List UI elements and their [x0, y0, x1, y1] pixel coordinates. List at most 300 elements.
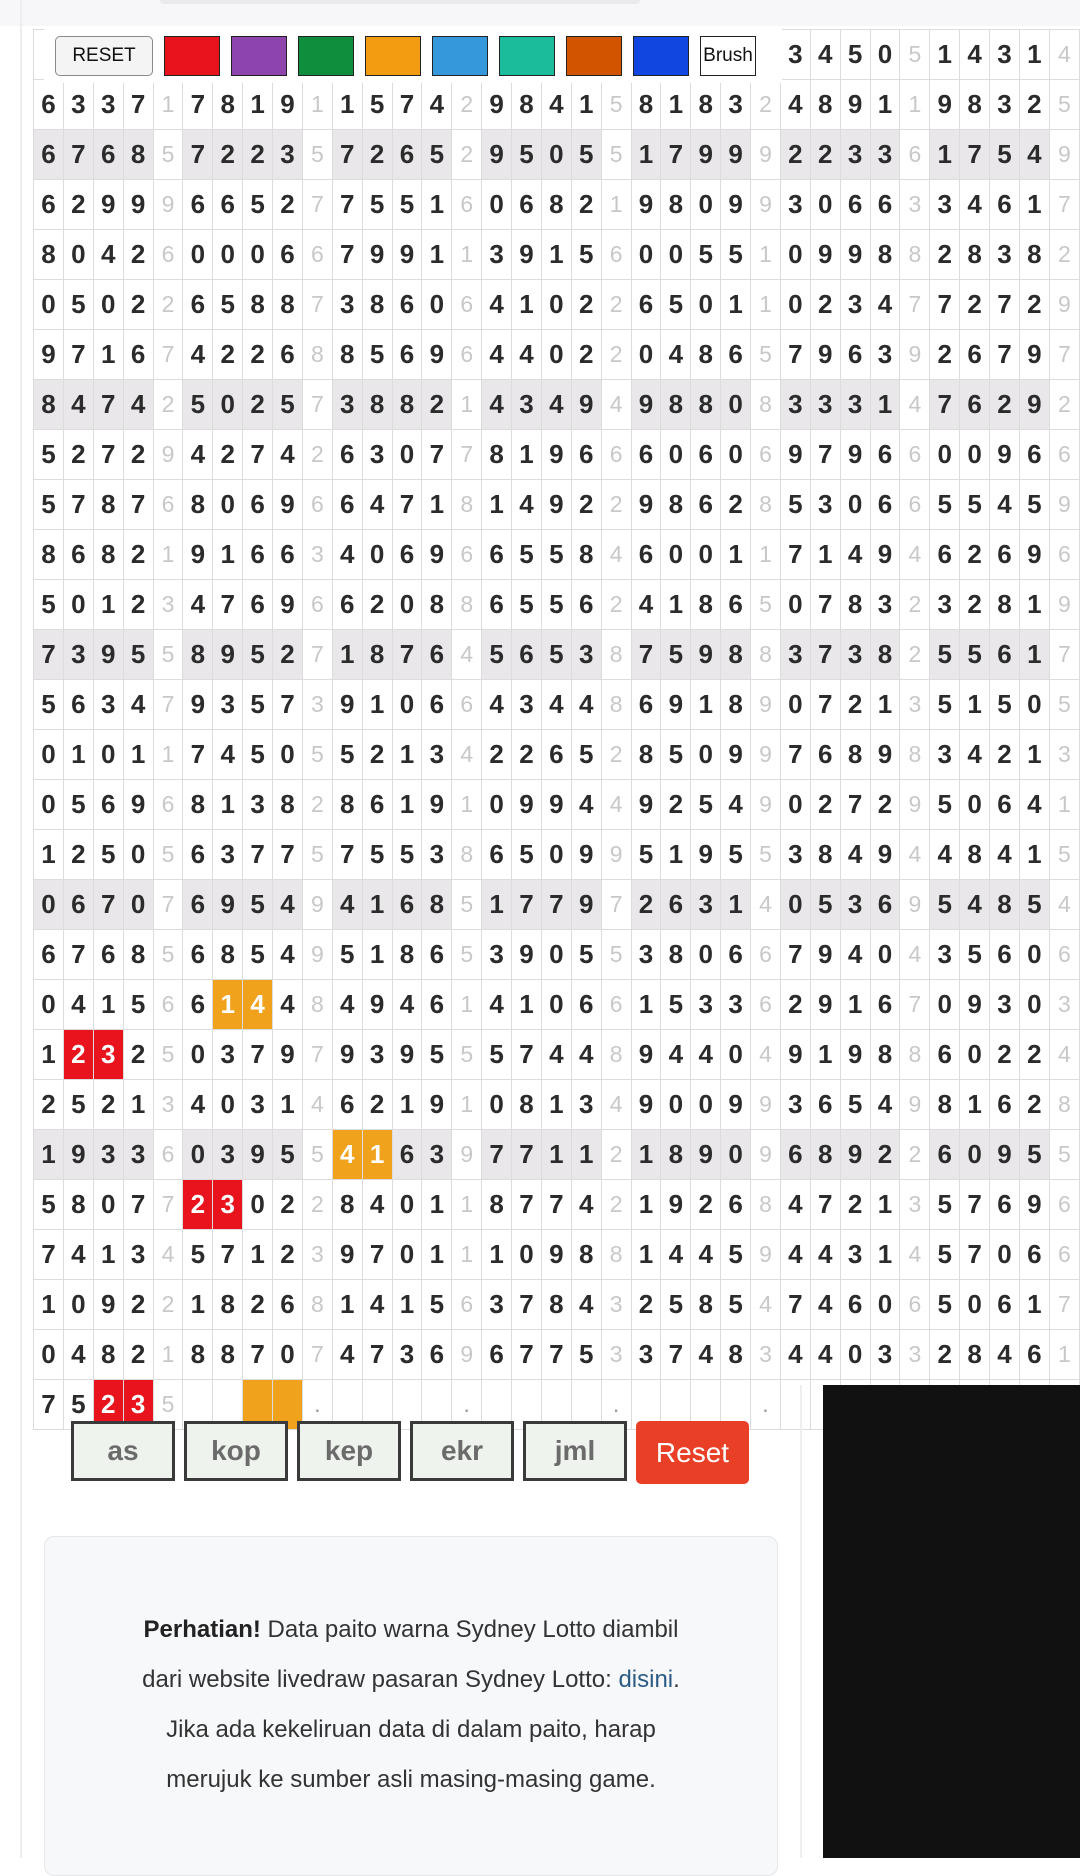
paito-cell[interactable]: 5	[930, 480, 960, 530]
paito-cell[interactable]: 3	[153, 1080, 183, 1130]
paito-cell[interactable]: 4	[332, 980, 362, 1030]
paito-cell[interactable]: 4	[571, 680, 601, 730]
paito-cell[interactable]: 2	[870, 780, 900, 830]
paito-cell[interactable]: 6	[153, 980, 183, 1030]
paito-cell[interactable]: 2	[601, 1180, 631, 1230]
paito-cell[interactable]: 9	[273, 580, 303, 630]
paito-cell[interactable]: 8	[362, 380, 392, 430]
paito-cell[interactable]: 5	[34, 1180, 64, 1230]
paito-cell[interactable]: 2	[243, 1280, 273, 1330]
filter-reset-button[interactable]: Reset	[636, 1421, 749, 1484]
paito-cell[interactable]: 2	[302, 780, 332, 830]
paito-cell[interactable]: 7	[302, 280, 332, 330]
paito-cell[interactable]: 0	[392, 1230, 422, 1280]
paito-cell[interactable]: 6	[243, 480, 273, 530]
paito-cell[interactable]: 6	[990, 1080, 1020, 1130]
paito-cell[interactable]: 0	[691, 930, 721, 980]
paito-cell[interactable]: 8	[870, 630, 900, 680]
paito-cell[interactable]: 3	[392, 1330, 422, 1380]
paito-cell[interactable]: 7	[63, 130, 93, 180]
paito-cell[interactable]: 2	[273, 1180, 303, 1230]
paito-cell[interactable]: 0	[183, 1030, 213, 1080]
paito-cell[interactable]: 5	[422, 1030, 452, 1080]
paito-cell[interactable]: 6	[691, 430, 721, 480]
paito-cell[interactable]: 1	[571, 80, 601, 130]
paito-cell[interactable]: 3	[930, 930, 960, 980]
paito-cell[interactable]: 5	[153, 930, 183, 980]
paito-cell[interactable]: .	[302, 1380, 332, 1430]
paito-cell[interactable]: 1	[452, 230, 482, 280]
paito-cell[interactable]: 6	[482, 830, 512, 880]
brush-button[interactable]: Brush	[700, 36, 756, 76]
paito-cell[interactable]: 3	[900, 1330, 930, 1380]
paito-cell[interactable]: 3	[123, 1380, 153, 1430]
paito-cell[interactable]: 7	[183, 80, 213, 130]
paito-cell[interactable]: 0	[392, 1180, 422, 1230]
paito-cell[interactable]: 7	[183, 130, 213, 180]
paito-cell[interactable]: 6	[153, 780, 183, 830]
paito-cell[interactable]: 3	[63, 80, 93, 130]
paito-cell[interactable]: 5	[571, 930, 601, 980]
paito-cell[interactable]: 5	[960, 630, 990, 680]
paito-cell[interactable]: 7	[123, 80, 153, 130]
paito-cell[interactable]: 3	[273, 130, 303, 180]
paito-cell[interactable]: 5	[960, 480, 990, 530]
paito-cell[interactable]: 9	[541, 1230, 571, 1280]
paito-cell[interactable]: 8	[273, 780, 303, 830]
paito-cell[interactable]: 6	[751, 980, 781, 1030]
paito-cell[interactable]: 7	[541, 1180, 571, 1230]
paito-cell[interactable]: 5	[930, 1280, 960, 1330]
paito-cell[interactable]: 7	[243, 1030, 273, 1080]
paito-cell[interactable]: 3	[213, 680, 243, 730]
paito-cell[interactable]: 9	[273, 480, 303, 530]
paito-cell[interactable]: 7	[183, 730, 213, 780]
paito-cell[interactable]: 7	[153, 880, 183, 930]
paito-cell[interactable]: 6	[1049, 1230, 1079, 1280]
paito-cell[interactable]: 5	[183, 380, 213, 430]
paito-cell[interactable]: 9	[482, 80, 512, 130]
paito-cell[interactable]: 9	[990, 1130, 1020, 1180]
paito-cell[interactable]: 5	[780, 480, 810, 530]
paito-cell[interactable]: 8	[93, 530, 123, 580]
paito-cell[interactable]: 3	[721, 80, 751, 130]
paito-cell[interactable]: 3	[302, 1230, 332, 1280]
paito-cell[interactable]: 4	[452, 630, 482, 680]
paito-cell[interactable]: 8	[691, 330, 721, 380]
paito-cell[interactable]: 8	[213, 1280, 243, 1330]
paito-cell[interactable]: 1	[392, 1080, 422, 1130]
paito-cell[interactable]: 1	[93, 330, 123, 380]
paito-cell[interactable]: 0	[870, 930, 900, 980]
paito-cell[interactable]: 5	[1049, 1130, 1079, 1180]
paito-cell[interactable]: 0	[661, 430, 691, 480]
paito-cell[interactable]: 5	[302, 1130, 332, 1180]
paito-cell[interactable]: 6	[631, 680, 661, 730]
paito-cell[interactable]: 2	[601, 580, 631, 630]
color-swatch-purple[interactable]	[231, 36, 287, 76]
paito-cell[interactable]: 4	[183, 330, 213, 380]
paito-cell[interactable]: 6	[34, 930, 64, 980]
paito-cell[interactable]: 1	[422, 1180, 452, 1230]
paito-cell[interactable]: 1	[93, 980, 123, 1030]
paito-cell[interactable]: 5	[34, 680, 64, 730]
paito-cell[interactable]: 3	[930, 180, 960, 230]
paito-cell[interactable]: 9	[721, 730, 751, 780]
paito-cell[interactable]: 5	[541, 530, 571, 580]
paito-cell[interactable]: 3	[930, 730, 960, 780]
paito-cell[interactable]: 2	[1019, 80, 1049, 130]
paito-cell[interactable]: 2	[63, 430, 93, 480]
paito-cell[interactable]: 6	[990, 630, 1020, 680]
paito-cell[interactable]: 8	[930, 1080, 960, 1130]
paito-cell[interactable]: 4	[1019, 780, 1049, 830]
paito-cell[interactable]: 8	[751, 1180, 781, 1230]
paito-cell[interactable]: 7	[541, 880, 571, 930]
paito-cell[interactable]: 6	[631, 430, 661, 480]
paito-cell[interactable]: 6	[870, 480, 900, 530]
paito-cell[interactable]: 1	[960, 1080, 990, 1130]
paito-cell[interactable]: 9	[1049, 280, 1079, 330]
paito-cell[interactable]: 7	[243, 430, 273, 480]
paito-cell[interactable]: 0	[541, 830, 571, 880]
paito-cell[interactable]: 4	[840, 830, 870, 880]
paito-cell[interactable]: 9	[631, 480, 661, 530]
paito-cell[interactable]: 2	[930, 330, 960, 380]
paito-cell[interactable]: 2	[243, 330, 273, 380]
paito-cell[interactable]: 2	[362, 730, 392, 780]
paito-cell[interactable]: 1	[213, 780, 243, 830]
paito-cell[interactable]: 0	[661, 230, 691, 280]
paito-cell[interactable]: 4	[482, 380, 512, 430]
source-link[interactable]: disini	[618, 1666, 674, 1693]
paito-cell[interactable]: 1	[63, 730, 93, 780]
paito-cell[interactable]: 2	[63, 1030, 93, 1080]
paito-cell[interactable]: 3	[900, 180, 930, 230]
paito-cell[interactable]: 4	[1019, 130, 1049, 180]
paito-cell[interactable]: 9	[601, 830, 631, 880]
paito-cell[interactable]: 1	[810, 1030, 840, 1080]
paito-cell[interactable]: 9	[780, 430, 810, 480]
paito-cell[interactable]: 0	[631, 330, 661, 380]
paito-cell[interactable]: 7	[960, 130, 990, 180]
paito-cell[interactable]: 6	[332, 430, 362, 480]
paito-cell[interactable]: 9	[810, 930, 840, 980]
paito-cell[interactable]: 9	[661, 680, 691, 730]
paito-cell[interactable]: 5	[123, 980, 153, 1030]
paito-cell[interactable]: 9	[512, 930, 542, 980]
paito-cell[interactable]: 6	[183, 980, 213, 1030]
paito-cell[interactable]: 3	[870, 130, 900, 180]
paito-cell[interactable]: 6	[1019, 430, 1049, 480]
paito-cell[interactable]: 9	[900, 330, 930, 380]
paito-cell[interactable]: 8	[541, 180, 571, 230]
paito-cell[interactable]: 0	[123, 880, 153, 930]
paito-cell[interactable]: 8	[900, 730, 930, 780]
paito-cell[interactable]: 5	[452, 930, 482, 980]
paito-cell[interactable]: 5	[34, 480, 64, 530]
paito-cell[interactable]: 5	[213, 280, 243, 330]
paito-cell[interactable]: 6	[153, 480, 183, 530]
paito-cell[interactable]: 6	[810, 1080, 840, 1130]
paito-cell[interactable]: 2	[63, 180, 93, 230]
paito-cell[interactable]: 9	[123, 180, 153, 230]
paito-cell[interactable]: 5	[392, 830, 422, 880]
paito-cell[interactable]: 3	[482, 1280, 512, 1330]
paito-cell[interactable]: 7	[512, 1030, 542, 1080]
paito-cell[interactable]: 4	[721, 780, 751, 830]
paito-cell[interactable]: 3	[482, 930, 512, 980]
paito-cell[interactable]: 4	[780, 1330, 810, 1380]
paito-cell[interactable]: 9	[213, 630, 243, 680]
paito-cell[interactable]: 1	[153, 530, 183, 580]
paito-cell[interactable]: 4	[960, 880, 990, 930]
paito-cell[interactable]: 5	[930, 680, 960, 730]
paito-cell[interactable]: 3	[900, 680, 930, 730]
paito-cell[interactable]: 2	[123, 1030, 153, 1080]
paito-cell[interactable]: 0	[183, 230, 213, 280]
paito-cell[interactable]: 8	[810, 80, 840, 130]
paito-cell[interactable]: 1	[482, 1230, 512, 1280]
paito-cell[interactable]: 7	[332, 180, 362, 230]
paito-cell[interactable]: 9	[302, 880, 332, 930]
paito-cell[interactable]: 9	[751, 180, 781, 230]
paito-cell[interactable]: 4	[93, 230, 123, 280]
paito-cell[interactable]: 7	[34, 1380, 64, 1430]
paito-cell[interactable]: 2	[960, 280, 990, 330]
paito-cell[interactable]: 7	[273, 680, 303, 730]
paito-cell[interactable]: 9	[840, 1030, 870, 1080]
paito-cell[interactable]: 2	[34, 1080, 64, 1130]
paito-cell[interactable]: 9	[123, 780, 153, 830]
paito-cell[interactable]: 5	[691, 230, 721, 280]
paito-cell[interactable]: 6	[840, 180, 870, 230]
paito-cell[interactable]: 7	[810, 1180, 840, 1230]
paito-cell[interactable]: 6	[123, 330, 153, 380]
paito-cell[interactable]: 3	[422, 730, 452, 780]
paito-cell[interactable]: 6	[870, 430, 900, 480]
paito-cell[interactable]: 2	[571, 180, 601, 230]
paito-cell[interactable]: 2	[571, 330, 601, 380]
paito-cell[interactable]: 7	[332, 130, 362, 180]
paito-cell[interactable]: 2	[780, 980, 810, 1030]
paito-cell[interactable]: 5	[751, 330, 781, 380]
paito-cell[interactable]: 8	[751, 630, 781, 680]
paito-cell[interactable]: 7	[601, 880, 631, 930]
paito-cell[interactable]: 4	[571, 780, 601, 830]
paito-cell[interactable]: 1	[243, 1230, 273, 1280]
paito-cell[interactable]: 5	[661, 730, 691, 780]
paito-cell[interactable]: 5	[601, 130, 631, 180]
paito-cell[interactable]: 1	[691, 680, 721, 730]
paito-cell[interactable]: 6	[990, 1280, 1020, 1330]
paito-cell[interactable]: 4	[960, 730, 990, 780]
paito-cell[interactable]: 2	[631, 880, 661, 930]
paito-cell[interactable]: 8	[1019, 230, 1049, 280]
paito-cell[interactable]: 5	[63, 1080, 93, 1130]
paito-cell[interactable]: 9	[721, 1080, 751, 1130]
paito-cell[interactable]: 2	[990, 730, 1020, 780]
paito-cell[interactable]: 8	[960, 80, 990, 130]
paito-cell[interactable]: 4	[362, 1180, 392, 1230]
paito-cell[interactable]: 8	[661, 930, 691, 980]
paito-cell[interactable]: 6	[601, 430, 631, 480]
paito-cell[interactable]: 7	[273, 830, 303, 880]
paito-cell[interactable]: 5	[661, 280, 691, 330]
paito-cell[interactable]: 4	[541, 380, 571, 430]
paito-cell[interactable]: 5	[840, 1080, 870, 1130]
paito-cell[interactable]: 9	[990, 430, 1020, 480]
paito-cell[interactable]: 2	[840, 1180, 870, 1230]
paito-cell[interactable]: 1	[870, 680, 900, 730]
paito-cell[interactable]: 4	[63, 980, 93, 1030]
paito-cell[interactable]: 4	[810, 1330, 840, 1380]
paito-cell[interactable]: 2	[153, 380, 183, 430]
paito-cell[interactable]: 5	[482, 630, 512, 680]
paito-cell[interactable]: 6	[93, 780, 123, 830]
paito-cell[interactable]: 0	[541, 330, 571, 380]
paito-cell[interactable]: 4	[900, 830, 930, 880]
paito-cell[interactable]: 4	[691, 1230, 721, 1280]
paito-cell[interactable]: 0	[63, 230, 93, 280]
paito-cell[interactable]: 9	[661, 1180, 691, 1230]
paito-cell[interactable]: 2	[900, 630, 930, 680]
paito-cell[interactable]: 4	[780, 1180, 810, 1230]
paito-cell[interactable]: 1	[631, 130, 661, 180]
paito-cell[interactable]: 2	[990, 1030, 1020, 1080]
paito-cell[interactable]: 8	[691, 1280, 721, 1330]
paito-cell[interactable]: 5	[63, 1380, 93, 1430]
paito-cell[interactable]: 1	[482, 480, 512, 530]
paito-cell[interactable]: 7	[123, 480, 153, 530]
paito-cell[interactable]: 6	[930, 530, 960, 580]
color-swatch-orange[interactable]	[365, 36, 421, 76]
paito-cell[interactable]: 4	[422, 80, 452, 130]
paito-cell[interactable]: 7	[631, 630, 661, 680]
paito-cell[interactable]: 1	[482, 880, 512, 930]
paito-cell[interactable]: 5	[960, 930, 990, 980]
paito-cell[interactable]: 1	[721, 880, 751, 930]
paito-cell[interactable]: 0	[990, 1230, 1020, 1280]
paito-cell[interactable]: 5	[93, 830, 123, 880]
paito-cell[interactable]: 0	[691, 1080, 721, 1130]
paito-cell[interactable]: 6	[930, 1030, 960, 1080]
paito-cell[interactable]: 7	[153, 330, 183, 380]
paito-cell[interactable]: 6	[63, 880, 93, 930]
paito-cell[interactable]: 6	[243, 580, 273, 630]
paito-cell[interactable]: 0	[392, 580, 422, 630]
paito-cell[interactable]: 4	[273, 980, 303, 1030]
paito-cell[interactable]: 8	[482, 1180, 512, 1230]
paito-cell[interactable]: 7	[930, 380, 960, 430]
paito-cell[interactable]: 3	[571, 630, 601, 680]
paito-cell[interactable]: 0	[362, 530, 392, 580]
paito-cell[interactable]: 5	[751, 580, 781, 630]
paito-cell[interactable]: 8	[721, 630, 751, 680]
paito-cell[interactable]: 6	[63, 680, 93, 730]
paito-cell[interactable]: 5	[1049, 830, 1079, 880]
paito-cell[interactable]: 4	[153, 1230, 183, 1280]
color-swatch-dark-orange[interactable]	[566, 36, 622, 76]
paito-cell[interactable]: 5	[691, 780, 721, 830]
paito-cell[interactable]: 6	[392, 530, 422, 580]
paito-cell[interactable]: 2	[213, 130, 243, 180]
paito-cell[interactable]: 7	[780, 1280, 810, 1330]
color-swatch-teal[interactable]	[499, 36, 555, 76]
paito-cell[interactable]: 7	[810, 430, 840, 480]
paito-cell[interactable]: 8	[332, 780, 362, 830]
paito-cell[interactable]: 0	[721, 1130, 751, 1180]
paito-cell[interactable]: 5	[990, 130, 1020, 180]
paito-cell[interactable]: 4	[661, 1030, 691, 1080]
paito-cell[interactable]: 8	[751, 480, 781, 530]
paito-cell[interactable]: 9	[541, 430, 571, 480]
paito-cell[interactable]: 1	[1019, 730, 1049, 780]
paito-cell[interactable]: 4	[392, 980, 422, 1030]
paito-cell[interactable]: 5	[571, 230, 601, 280]
paito-cell[interactable]: 6	[751, 430, 781, 480]
paito-cell[interactable]: 3	[482, 230, 512, 280]
paito-cell[interactable]: 4	[900, 530, 930, 580]
paito-cell[interactable]: 7	[362, 1330, 392, 1380]
paito-cell[interactable]: 7	[482, 1130, 512, 1180]
paito-cell[interactable]: 0	[392, 680, 422, 730]
paito-cell[interactable]: 2	[840, 680, 870, 730]
paito-cell[interactable]: 5	[541, 630, 571, 680]
paito-cell[interactable]: 2	[1019, 280, 1049, 330]
paito-cell[interactable]: 2	[362, 130, 392, 180]
paito-cell[interactable]: 5	[362, 830, 392, 880]
paito-cell[interactable]: 4	[601, 780, 631, 830]
paito-cell[interactable]: 8	[93, 480, 123, 530]
paito-cell[interactable]: 0	[213, 480, 243, 530]
paito-cell[interactable]: 2	[123, 230, 153, 280]
paito-cell[interactable]: 8	[870, 230, 900, 280]
paito-cell[interactable]: 5	[153, 1030, 183, 1080]
paito-cell[interactable]: 5	[601, 930, 631, 980]
paito-cell[interactable]: 2	[362, 580, 392, 630]
paito-cell[interactable]: 4	[930, 830, 960, 880]
paito-cell[interactable]: 4	[751, 1030, 781, 1080]
paito-cell[interactable]: 2	[930, 230, 960, 280]
paito-cell[interactable]: 5	[661, 630, 691, 680]
paito-cell[interactable]: 4	[601, 530, 631, 580]
paito-cell[interactable]: 3	[870, 330, 900, 380]
paito-cell[interactable]: 6	[780, 1130, 810, 1180]
paito-cell[interactable]: 9	[631, 180, 661, 230]
paito-cell[interactable]: 6	[183, 180, 213, 230]
paito-cell[interactable]: 8	[900, 230, 930, 280]
paito-cell[interactable]: 9	[541, 480, 571, 530]
paito-cell[interactable]: 6	[990, 530, 1020, 580]
paito-cell[interactable]: 2	[362, 1080, 392, 1130]
paito-cell[interactable]: 2	[571, 480, 601, 530]
paito-cell[interactable]: 3	[870, 1330, 900, 1380]
paito-cell[interactable]: 4	[183, 580, 213, 630]
paito-cell[interactable]: 2	[153, 1280, 183, 1330]
paito-cell[interactable]: 9	[332, 1230, 362, 1280]
paito-cell[interactable]: 6	[601, 230, 631, 280]
paito-cell[interactable]: 5	[302, 130, 332, 180]
paito-cell[interactable]: 9	[840, 80, 870, 130]
paito-cell[interactable]: 9	[780, 1030, 810, 1080]
paito-cell[interactable]: 9	[153, 430, 183, 480]
paito-cell[interactable]: 9	[243, 1130, 273, 1180]
paito-cell[interactable]: 2	[243, 130, 273, 180]
paito-cell[interactable]: 1	[661, 580, 691, 630]
paito-cell[interactable]: 0	[93, 280, 123, 330]
paito-cell[interactable]: 0	[930, 430, 960, 480]
